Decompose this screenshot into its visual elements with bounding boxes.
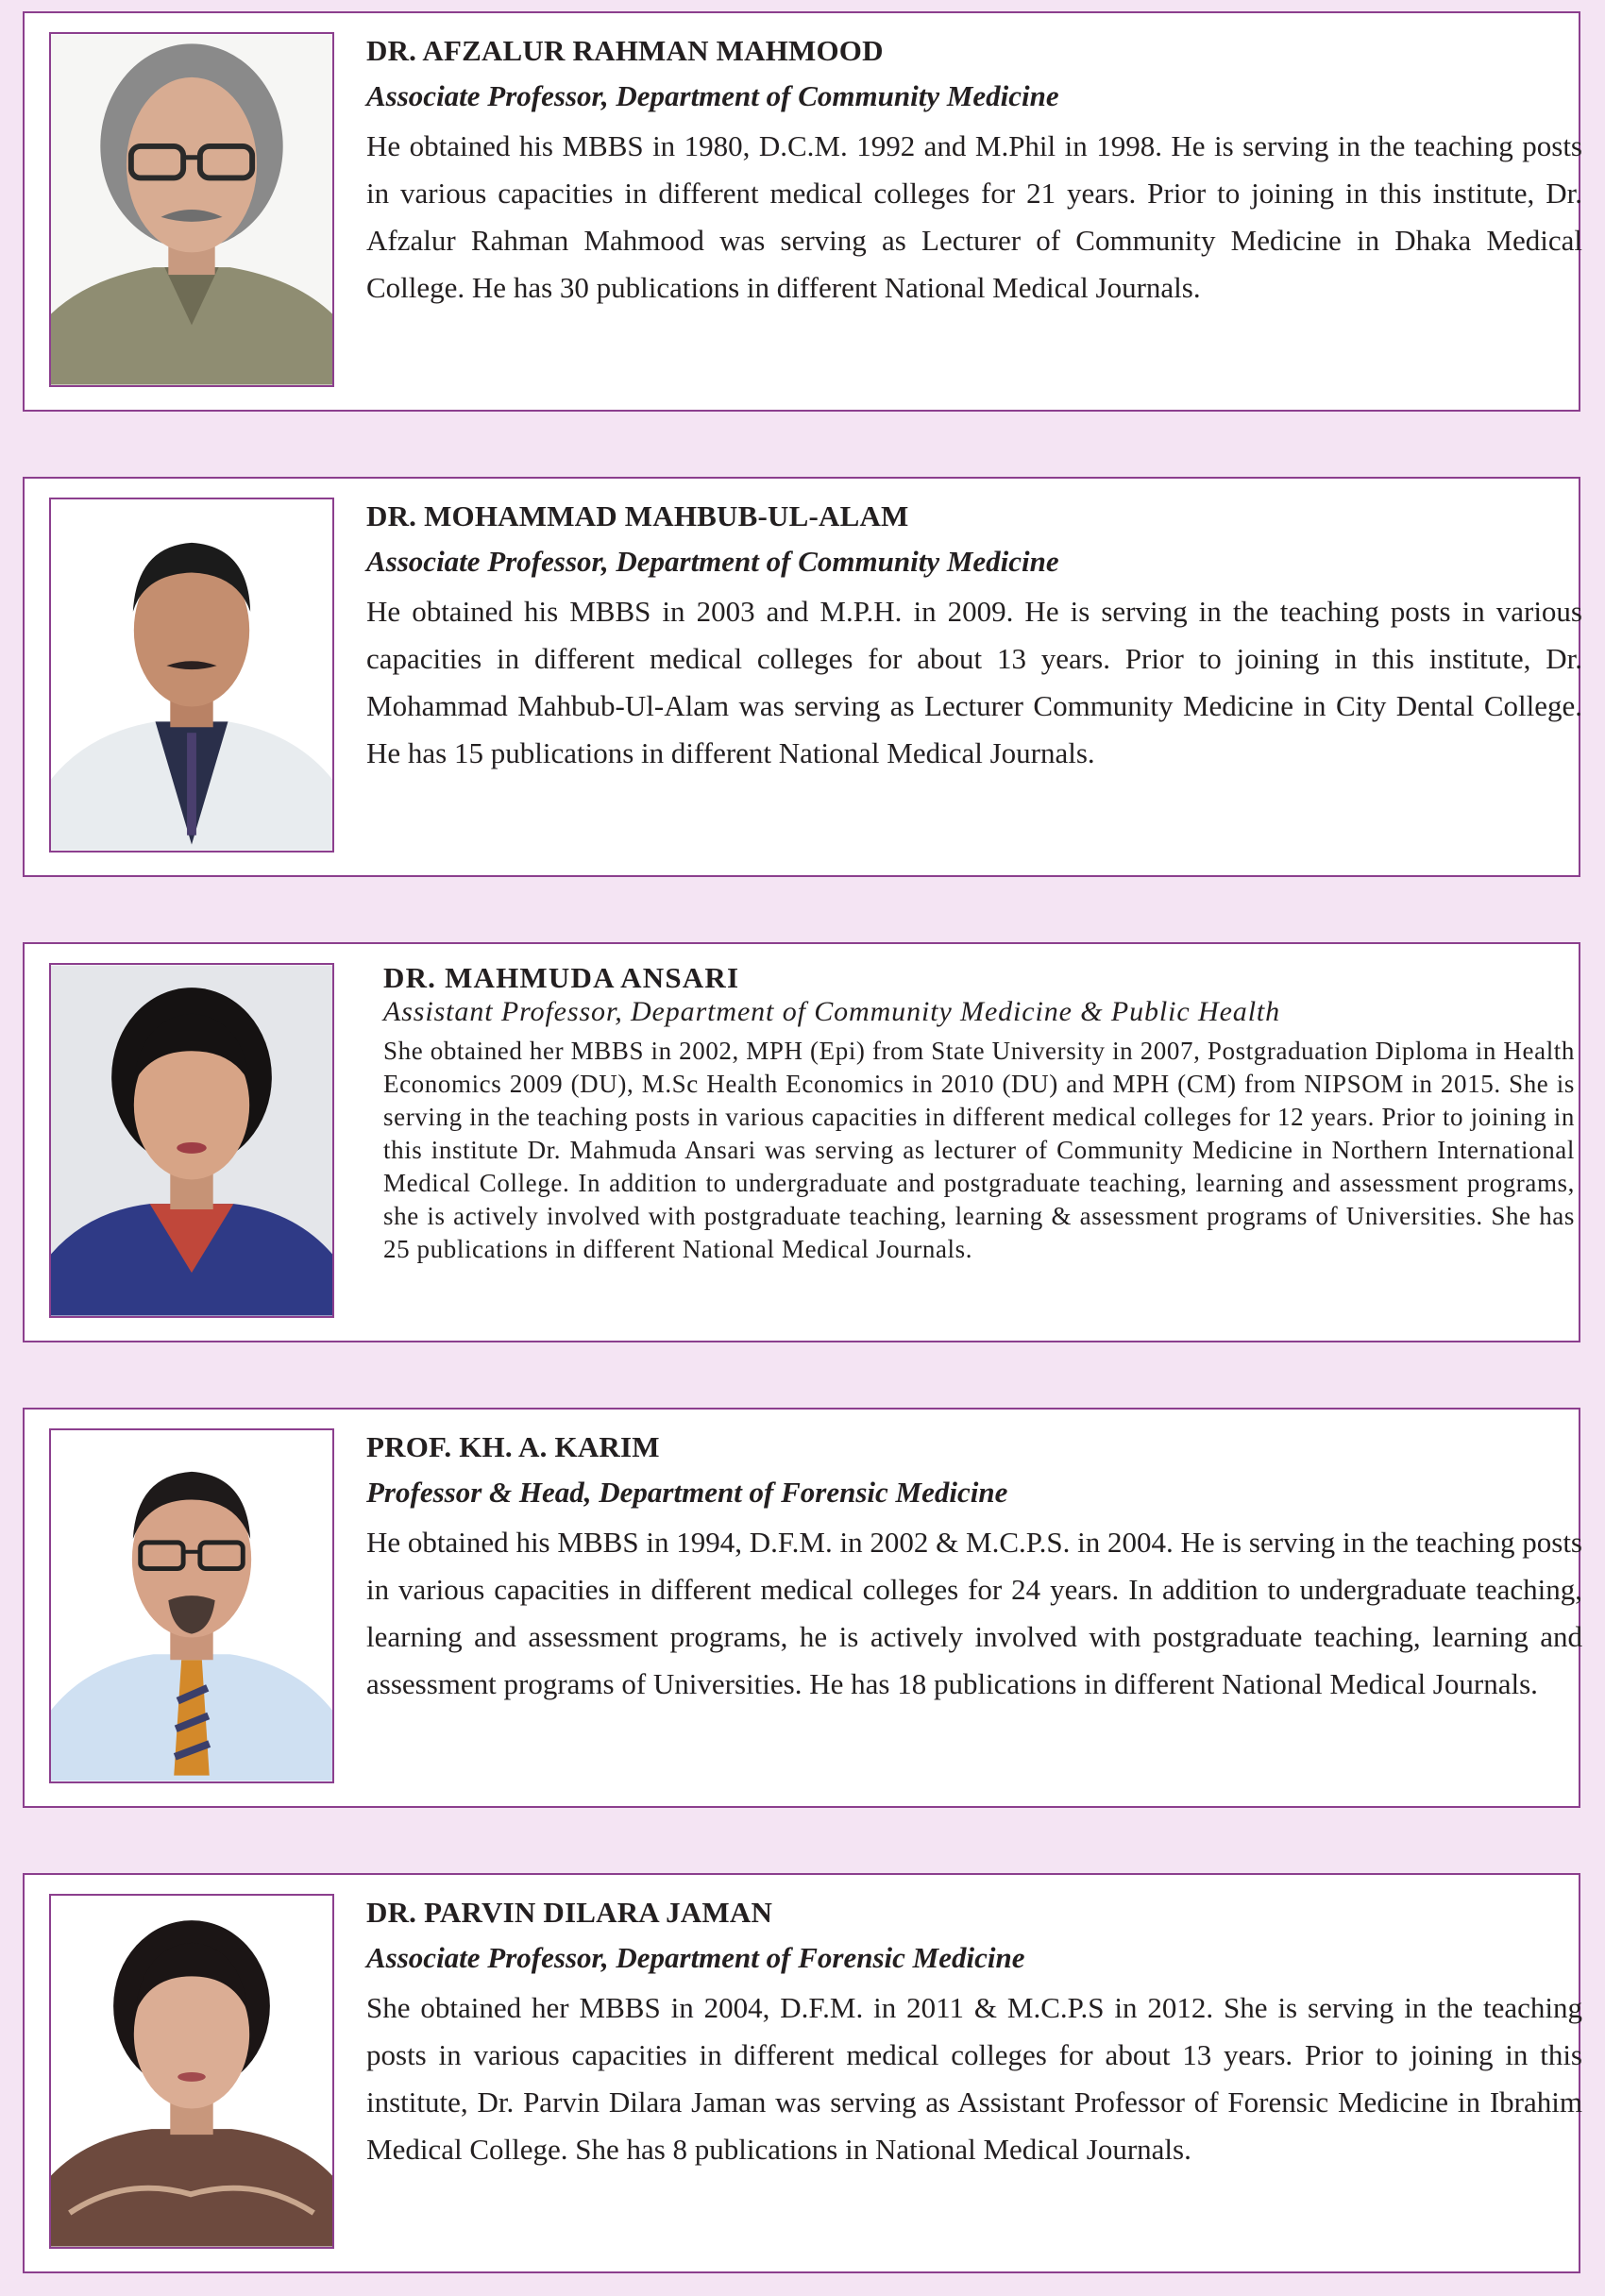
portrait-photo-icon [51, 1430, 332, 1781]
faculty-card-mahmuda-ansari [23, 942, 1580, 1342]
faculty-name: PROF. KH. A. KARIM [366, 1430, 660, 1463]
portrait-photo-icon [51, 1896, 332, 2247]
faculty-title: Associate Professor, Department of Forensic Medicine [366, 1941, 1025, 1974]
faculty-card-kh-a-karim [23, 1408, 1580, 1808]
faculty-photo [49, 1428, 334, 1783]
faculty-title: Assistant Professor, Department of Community Medicine & Public Health [383, 996, 1281, 1027]
portrait-photo-icon [51, 965, 332, 1316]
faculty-name: DR. MAHMUDA ANSARI [383, 961, 740, 994]
faculty-name: DR. PARVIN DILARA JAMAN [366, 1896, 773, 1929]
faculty-text [383, 957, 1575, 1266]
faculty-text [366, 1892, 1582, 2173]
faculty-bio: He obtained his MBBS in 1980, D.C.M. 1992 and M.Phil in 1998. He is serving in the teaching posts in various capacities in different medical colleges for 21 years. Prior to joining in this institute, Dr. Afzalur Rahman Mahmood was serving as Lecturer of Community Medicine in Dhaka Medical College. He has 30 publications in different National Medical Journals. [366, 129, 1582, 304]
faculty-photo [49, 498, 334, 853]
faculty-photo [49, 32, 334, 387]
faculty-text [366, 30, 1582, 312]
faculty-name: DR. AFZALUR RAHMAN MAHMOOD [366, 34, 884, 67]
faculty-bio: He obtained his MBBS in 2003 and M.P.H. in 2009. He is serving in the teaching posts in various capacities in different medical colleges for about 13 years. Prior to joining in this institute, Dr. Mohammad Mahbub-Ul-Alam was serving as Lecturer Community Medicine in City Dental College. He has 15 publications in different National Medical Journals. [366, 595, 1582, 769]
faculty-photo [49, 963, 334, 1318]
faculty-text [366, 496, 1582, 777]
portrait-photo-icon [51, 34, 332, 385]
faculty-card-mohammad-mahbub-ul-alam [23, 477, 1580, 877]
faculty-bio: She obtained her MBBS in 2004, D.F.M. in 2011 & M.C.P.S in 2012. She is serving in the teaching posts in various capacities in different medical colleges for about 13 years. Prior to joining in this institute, Dr. Parvin Dilara Jaman was serving as Assistant Professor of Forensic Medicine in Ibrahim Medical College. She has 8 publications in National Medical Journals. [366, 1991, 1582, 2166]
portrait-photo-icon [51, 499, 332, 851]
faculty-text [366, 1427, 1582, 1708]
faculty-title: Associate Professor, Department of Community Medicine [366, 79, 1059, 112]
faculty-title: Professor & Head, Department of Forensic Medicine [366, 1476, 1008, 1509]
faculty-card-afzalur-rahman-mahmood [23, 11, 1580, 412]
faculty-photo [49, 1894, 334, 2249]
faculty-bio: He obtained his MBBS in 1994, D.F.M. in 2002 & M.C.P.S. in 2004. He is serving in the teaching posts in various capacities in different medical colleges for 24 years. In addition to undergraduate teaching, learning and assessment programs, he is actively involved with postgraduate teaching, learning and assessment programs of Universities. He has 18 publications in different National Medical Journals. [366, 1526, 1582, 1700]
faculty-card-parvin-dilara-jaman [23, 1873, 1580, 2273]
faculty-bio: She obtained her MBBS in 2002, MPH (Epi) from State University in 2007, Postgraduation Diploma in Health Economics 2009 (DU), M.Sc Health Economics in 2010 (DU) and MPH (CM) from NIPSOM in 2015. She is serving in the teaching posts in various capacities in different medical colleges for 12 years. Prior to joining in this institute Dr. Mahmuda Ansari was serving as lecturer of Community Medicine in Northern International Medical College. In addition to undergraduate and postgraduate teaching, learning and assessment programs, she is actively involved with postgraduate teaching, learning & assessment programs of Universities. She has 25 publications in different National Medical Journals. [383, 1037, 1575, 1263]
faculty-name: DR. MOHAMMAD MAHBUB-UL-ALAM [366, 499, 909, 532]
faculty-title: Associate Professor, Department of Community Medicine [366, 545, 1059, 578]
